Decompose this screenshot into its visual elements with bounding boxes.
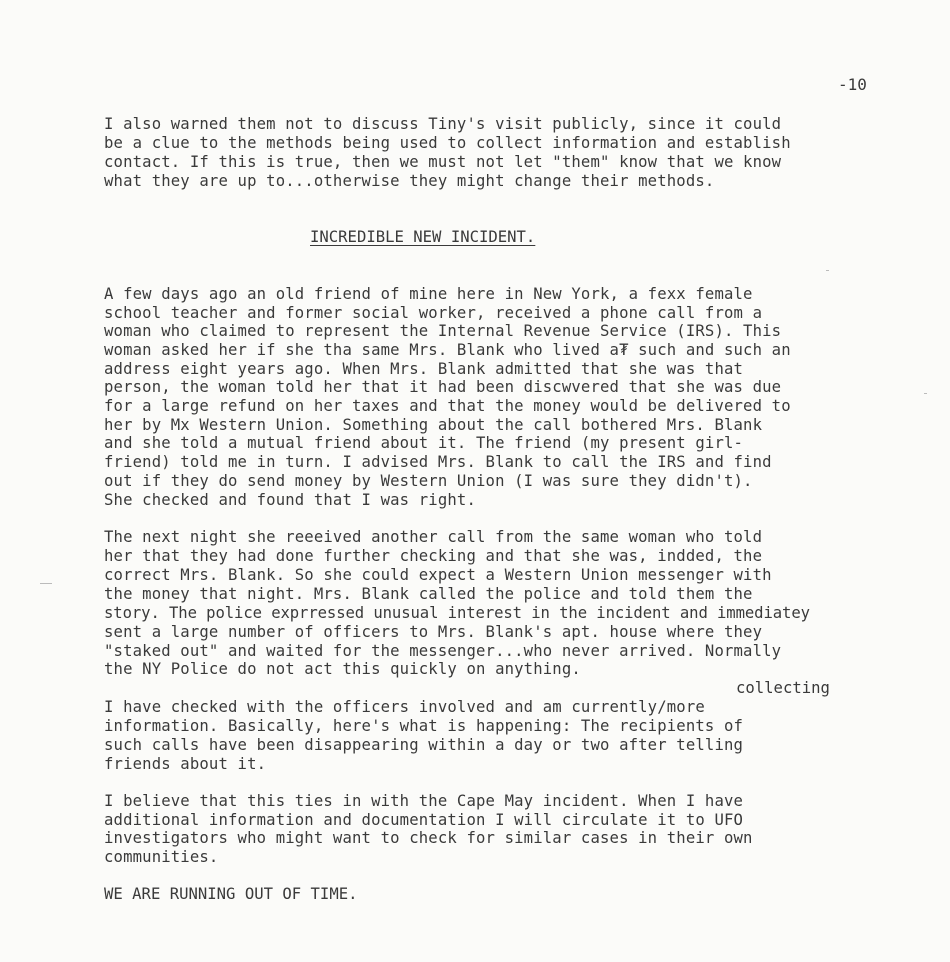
paragraph-2-line-4: woman asked her if she tha same Mrs. Blank who lived a₮ such and such an: [104, 341, 791, 359]
paragraph-5-line-1: I believe that this ties in with the Cape May incident. When I have: [104, 792, 744, 810]
paragraph-1-line-3: contact. If this is true, then we must not let "them" know that we know: [104, 153, 782, 171]
paragraph-3-line-7: "staked out" and waited for the messenger...who never arrived. Normally: [104, 642, 782, 660]
inserted-word: collecting: [736, 679, 830, 697]
paper-speck: [924, 393, 927, 394]
paragraph-2-line-8: her by Mx Western Union. Something about the call bothered Mrs. Blank: [104, 416, 763, 434]
paragraph-2-line-10: friend) told me in turn. I advised Mrs. Blank to call the IRS and find: [104, 453, 772, 471]
paragraph-4-line-2: information. Basically, here's what is happening: The recipients of: [104, 717, 744, 735]
paragraph-2-line-2: school teacher and former social worker, received a phone call from a: [104, 304, 763, 322]
closing-line: WE ARE RUNNING OUT OF TIME.: [104, 885, 358, 903]
paragraph-3-line-4: the money that night. Mrs. Blank called the police and told them the: [104, 585, 753, 603]
paragraph-3-line-1: The next night she reeeived another call from the same woman who told: [104, 528, 763, 546]
paragraph-3-line-2: her that they had done further checking and that she was, indded, the: [104, 547, 763, 565]
paragraph-3-line-3: correct Mrs. Blank. So she could expect a Western Union messenger with: [104, 566, 772, 584]
paragraph-1-line-4: what they are up to...otherwise they might change their methods.: [104, 172, 715, 190]
paragraph-4-line-1: I have checked with the officers involved and am currently/more: [104, 698, 705, 716]
paragraph-2-line-9: and she told a mutual friend about it. The friend (my present girl-: [104, 434, 744, 452]
paragraph-3-line-5: story. The police exprressed unusual interest in the incident and immediatey: [104, 604, 810, 622]
paragraph-5-line-4: communities.: [104, 848, 219, 866]
paragraph-2-line-12: She checked and found that I was right.: [104, 491, 476, 509]
paragraph-2-line-5: address eight years ago. When Mrs. Blank admitted that she was that: [104, 360, 744, 378]
paragraph-3-line-6: sent a large number of officers to Mrs. Blank's apt. house where they: [104, 623, 763, 641]
paragraph-5-line-2: additional information and documentation I will circulate it to UFO: [104, 811, 744, 829]
paragraph-4-line-3: such calls have been disappearing within a day or two after telling: [104, 736, 744, 754]
paragraph-3-line-8: the NY Police do not act this quickly on anything.: [104, 660, 581, 678]
paragraph-2-line-7: for a large refund on her taxes and that the money would be delivered to: [104, 397, 791, 415]
paragraph-1-line-2: be a clue to the methods being used to collect information and establish: [104, 134, 791, 152]
paragraph-2-line-6: person, the woman told her that it had been discwvered that she was due: [104, 378, 782, 396]
paragraph-5-line-3: investigators who might want to check for similar cases in their own: [104, 829, 753, 847]
page-number: -10: [838, 75, 867, 94]
paragraph-4-line-4: friends about it.: [104, 755, 267, 773]
paragraph-2-line-1: A few days ago an old friend of mine here in New York, a fexx female: [104, 285, 753, 303]
paragraph-2-line-3: woman who claimed to represent the Internal Revenue Service (IRS). This: [104, 322, 782, 340]
paragraph-2-line-11: out if they do send money by Western Union (I was sure they didn't).: [104, 472, 753, 490]
paper-speck: [40, 583, 52, 584]
section-heading: INCREDIBLE NEW INCIDENT.: [310, 228, 536, 246]
paragraph-1-line-1: I also warned them not to discuss Tiny's visit publicly, since it could: [104, 115, 782, 133]
paper-speck: [826, 270, 829, 271]
